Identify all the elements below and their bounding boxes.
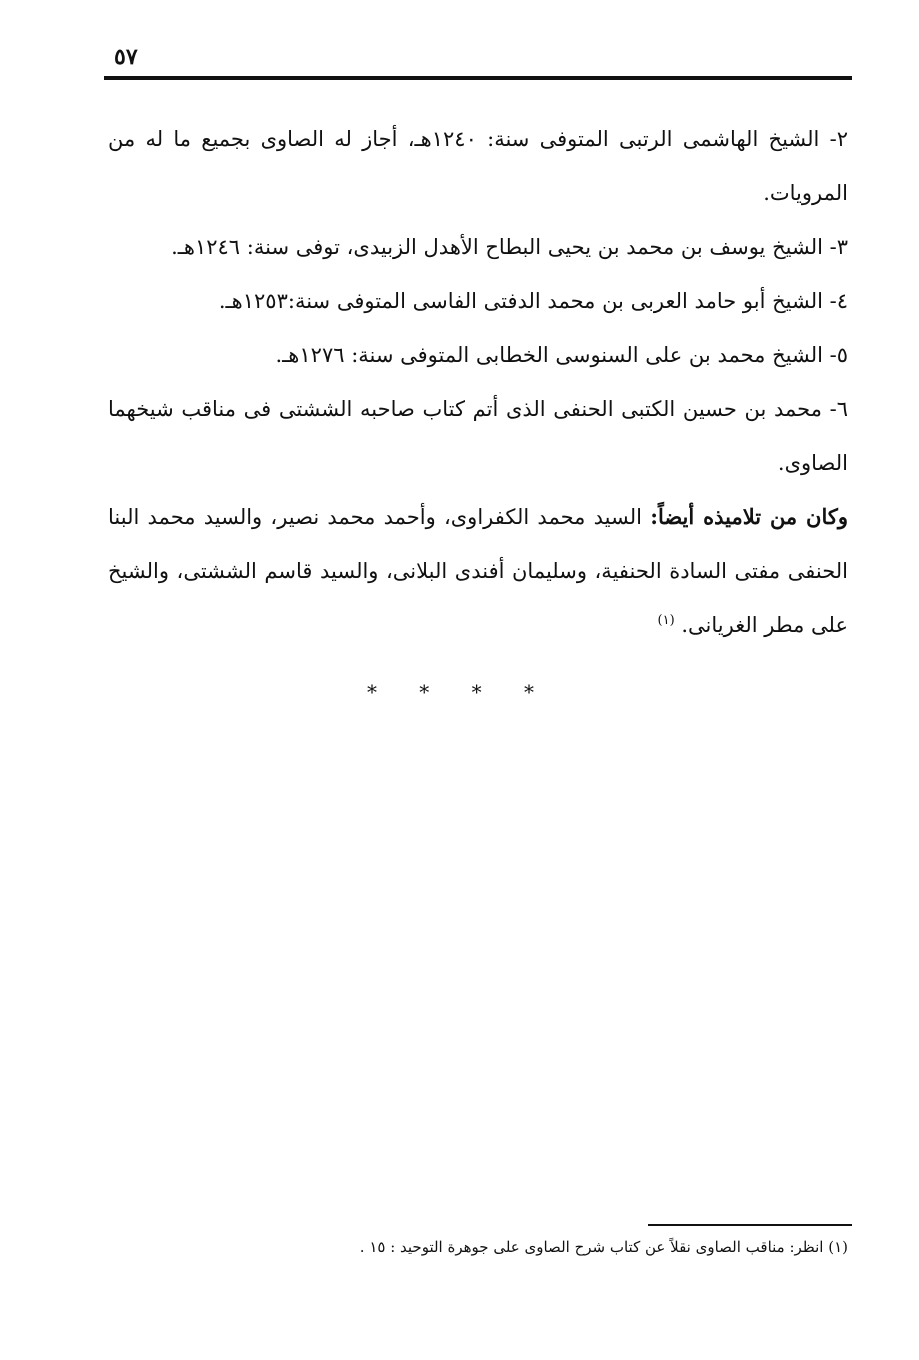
paragraph-text: السيد محمد الكفراوى، وأحمد محمد نصير، والسيد محمد البنا الحنفى مفتى السادة الحنفية، وسليمان أفندى البلانى، والسيد قاسم الششتى، والشيخ على مطر الغريانى. xyxy=(108,505,848,637)
header-rule xyxy=(104,76,852,80)
list-item: ٤- الشيخ أبو حامد العربى بن محمد الدفتى الفاسى المتوفى سنة:١٢٥٣هـ. xyxy=(218,289,848,313)
footnote-reference: (١) xyxy=(657,613,675,628)
list-item: ٣- الشيخ يوسف بن محمد بن يحيى البطاح الأهدل الزبيدى، توفى سنة: ١٢٤٦هـ. xyxy=(171,235,848,259)
list-item: ٦- محمد بن حسين الكتبى الحنفى الذى أتم كتاب صاحبه الششتى فى مناقب شيخهما الصاوى. xyxy=(108,397,848,475)
footnote-rule xyxy=(648,1224,852,1226)
students-paragraph xyxy=(108,490,848,652)
body-text xyxy=(108,112,848,652)
page-number: ٥٧ xyxy=(114,44,138,70)
list-item: ٥- الشيخ محمد بن على السنوسى الخطابى المتوفى سنة: ١٢٧٦هـ. xyxy=(275,343,848,367)
list-item: ٢- الشيخ الهاشمى الرتبى المتوفى سنة: ١٢٤٠هـ، أجاز له الصاوى بجميع ما له من المرويات. xyxy=(108,127,848,205)
section-separator: * * * * xyxy=(366,680,553,704)
footnote: (١) انظر: مناقب الصاوى نقلاً عن كتاب شرح الصاوى على جوهرة التوحيد : ١٥ . xyxy=(359,1238,848,1256)
paragraph-lead: وكان من تلاميذه أيضاً: xyxy=(650,504,849,529)
